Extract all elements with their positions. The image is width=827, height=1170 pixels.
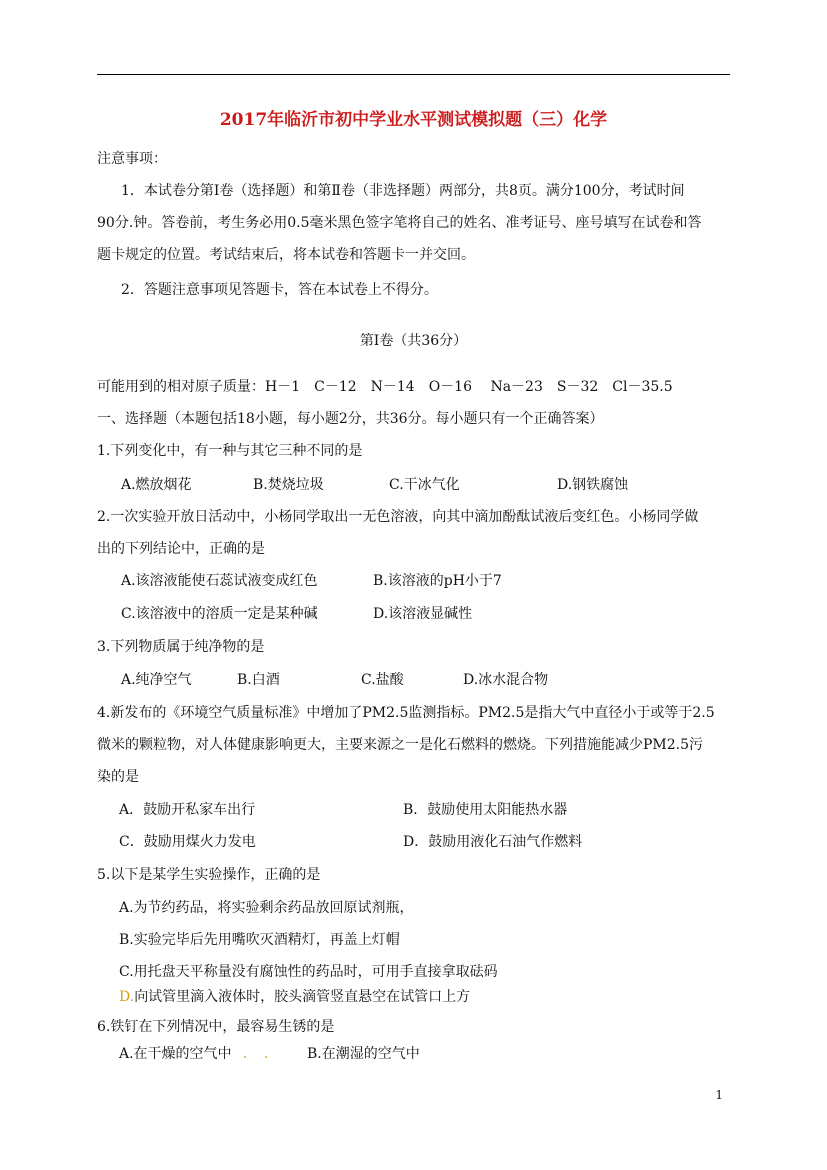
part-heading: 一、选择题（本题包括18小题，每小题2分，共36分。每小题只有一个正确答案） [97, 411, 604, 427]
q4-option-d: D．鼓励用液化石油气作燃料 [403, 834, 583, 850]
notice-2: 2．答题注意事项见答题卡，答在本试卷上不得分。 [121, 282, 438, 298]
notice-1-line3: 题卡规定的位置。考试结束后，将本试卷和答题卡一并交回。 [97, 247, 475, 263]
q6-answer-marks: ． ． [243, 1046, 278, 1062]
q6-stem: 6.铁钉在下列情况中，最容易生锈的是 [97, 1019, 335, 1035]
q3-option-c: C.盐酸 [361, 672, 404, 688]
notice-1-line1: 1．本试卷分第Ⅰ卷（选择题）和第Ⅱ卷（非选择题）两部分，共8页。满分100分，考试时间 [121, 183, 685, 199]
q6-option-b: B.在潮湿的空气中 [307, 1046, 420, 1062]
q2-option-b: B.该溶液的pH小于7 [373, 573, 502, 589]
q2-option-a: A.该溶液能使石蕊试液变成红色 [121, 573, 318, 589]
q3-option-b: B.白酒 [237, 672, 280, 688]
section-title: 第Ⅰ卷（共36分） [359, 333, 468, 349]
q1-option-a: A.燃放烟花 [121, 477, 192, 493]
q5-option-d-letter: D. [119, 989, 135, 1005]
q4-option-b: B．鼓励使用太阳能热水器 [403, 802, 568, 818]
notice-heading: 注意事项： [97, 151, 167, 167]
q4-stem-line3: 染的是 [97, 769, 139, 785]
q1-option-c: C.干冰气化 [389, 477, 460, 493]
q1-stem: 1.下列变化中，有一种与其它三种不同的是 [97, 443, 363, 459]
q5-option-b: B.实验完毕后先用嘴吹灭酒精灯，再盖上灯帽 [119, 932, 400, 948]
q5-stem: 5.以下是某学生实验操作，正确的是 [97, 867, 321, 883]
q1-option-d: D.钢铁腐蚀 [557, 477, 629, 493]
page-number: 1 [715, 1088, 723, 1102]
exam-title: 2017年临沂市初中学业水平测试模拟题（三）化学 [219, 110, 608, 130]
q2-stem-line1: 2.一次实验开放日活动中，小杨同学取出一无色溶液，向其中滴加酚酞试液后变红色。小杨同学做 [97, 509, 699, 525]
q4-stem-line1: 4.新发布的《环境空气质量标准》中增加了PM2.5监测指标。PM2.5是指大气中直径小于或等于2.5 [97, 705, 715, 721]
q3-option-d: D.冰水混合物 [463, 672, 549, 688]
q2-option-c: C.该溶液中的溶质一定是某种碱 [121, 606, 318, 622]
q5-option-d-text: 向试管里滴入液体时，胶头滴管竖直悬空在试管口上方 [134, 989, 471, 1005]
q2-option-d: D.该溶液显碱性 [373, 606, 473, 622]
q4-option-c: C．鼓励用煤火力发电 [119, 834, 256, 850]
q5-option-c: C.用托盘天平称量没有腐蚀性的药品时，可用手直接拿取砝码 [119, 964, 498, 980]
atomic-masses: 可能用到的相对原子质量：H－1 C－12 N－14 O－16 Na－23 S－32 Cl－35.5 [97, 379, 673, 395]
q4-stem-line2: 微米的颗粒物，对人体健康影响更大，主要来源之一是化石燃料的燃烧。下列措施能减少PM2.5污 [97, 737, 704, 753]
q1-option-b: B.焚烧垃圾 [253, 477, 324, 493]
notice-1-line2: 90分.钟。答卷前，考生务必用0.5毫米黑色签字笔将自己的姓名、准考证号、座号填写在试卷和答 [97, 215, 702, 231]
q4-option-a: A．鼓励开私家车出行 [119, 802, 256, 818]
q6-option-a: A.在干燥的空气中 [119, 1046, 232, 1062]
q2-stem-line2: 出的下列结论中，正确的是 [97, 541, 265, 557]
q5-option-a: A.为节约药品，将实验剩余药品放回原试剂瓶， [119, 900, 414, 916]
q3-stem: 3.下列物质属于纯净物的是 [97, 639, 265, 655]
q3-option-a: A.纯净空气 [121, 672, 192, 688]
q5-option-d [119, 987, 470, 1007]
top-rule [97, 74, 730, 75]
